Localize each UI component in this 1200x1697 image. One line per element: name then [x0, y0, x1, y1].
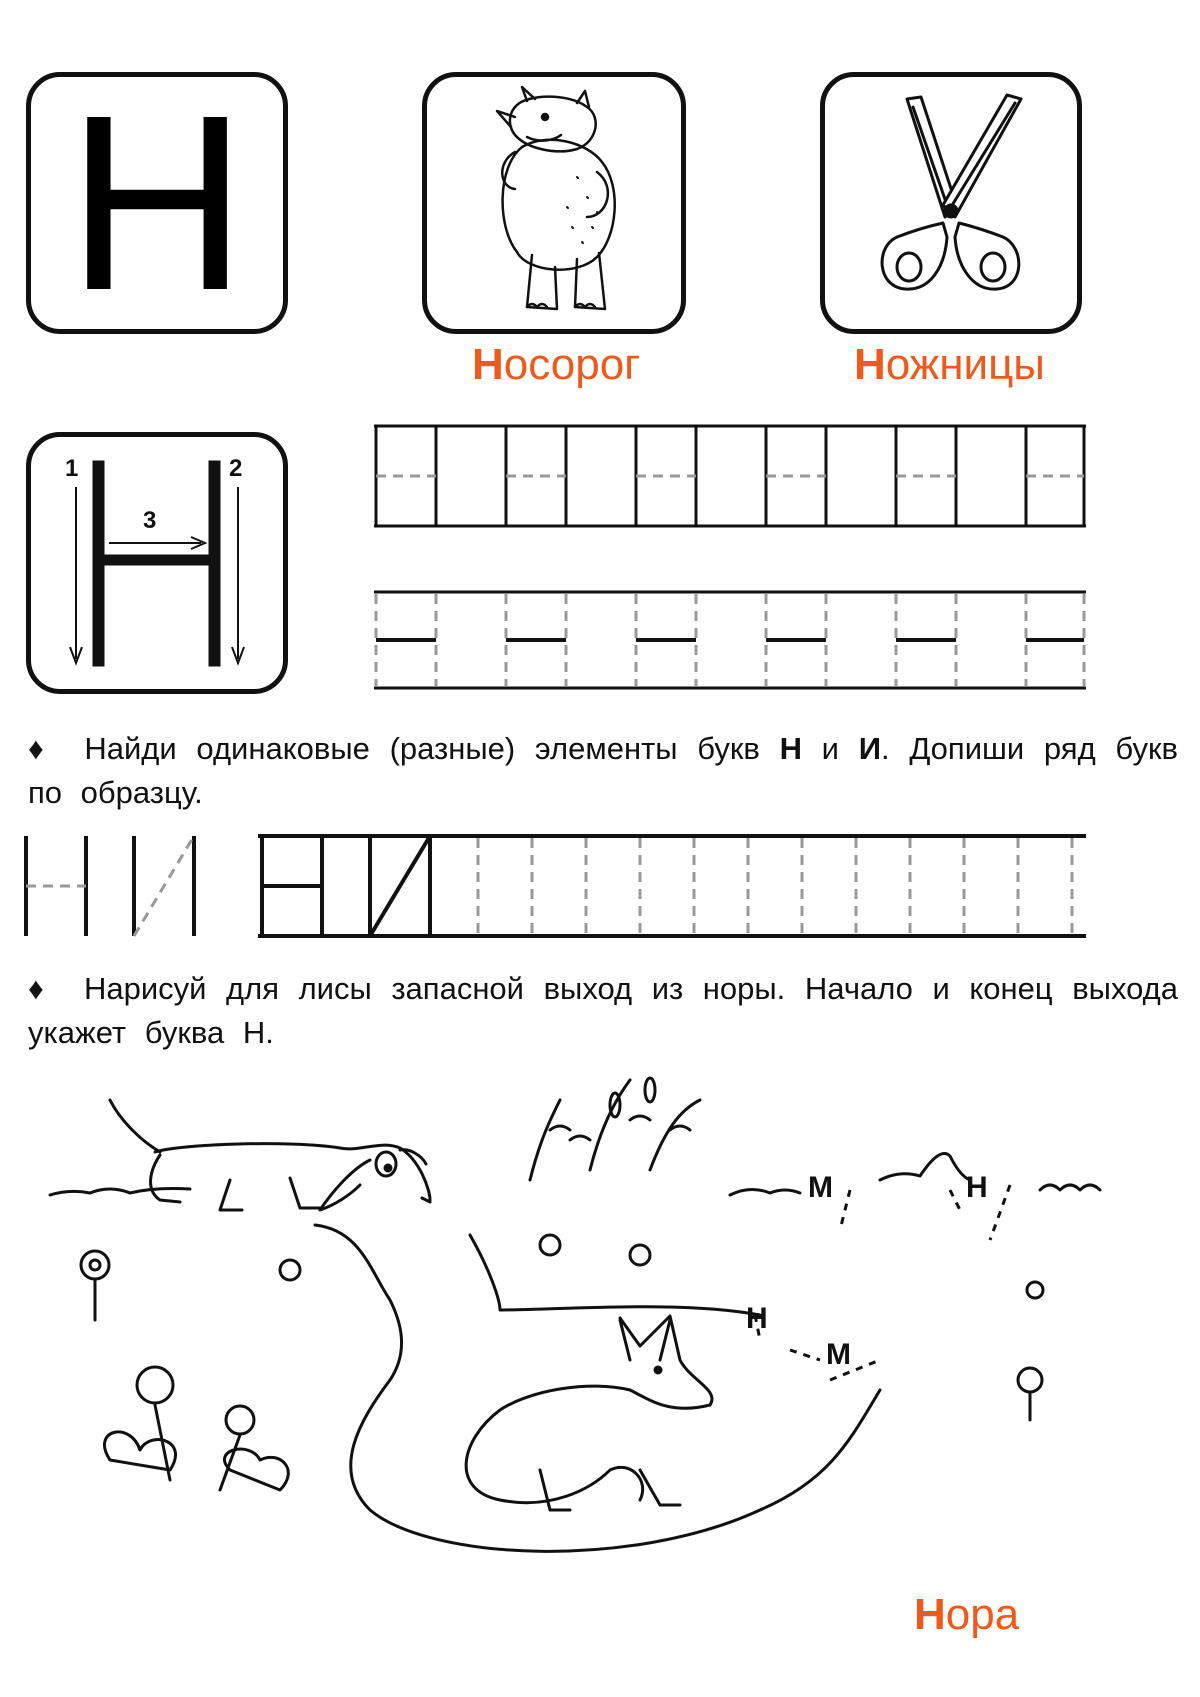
- word-nozhnitsy-rest: ожницы: [885, 340, 1045, 389]
- stroke-number-3: 3: [143, 507, 157, 534]
- task-2-text: [28, 967, 1178, 1055]
- word-nosorog-rest: осорог: [503, 340, 641, 389]
- burrow-illustration: [30, 1060, 1150, 1660]
- rhinoceros-card: [422, 72, 686, 334]
- letter-elements-sample: [20, 834, 220, 938]
- word-nosorog: [472, 340, 640, 390]
- bullet-icon: ♦: [28, 731, 45, 766]
- scissors-illustration: [825, 77, 1077, 329]
- writing-grid-dashed: [374, 590, 1086, 690]
- maze-label-n-top: Н: [966, 1171, 988, 1204]
- task-1-middle: и: [801, 731, 859, 766]
- word-nora: [914, 1590, 1019, 1640]
- writing-grid-blocks: [374, 424, 1086, 528]
- word-nozhnitsy: [854, 340, 1045, 390]
- word-nora-initial: Н: [914, 1590, 946, 1639]
- word-nora-rest: ора: [945, 1590, 1020, 1639]
- letter-glyph: Н: [66, 63, 248, 342]
- writing-grid-letters: [258, 834, 1086, 938]
- stroke-order-card: [26, 432, 288, 694]
- dog-illustration: [110, 1100, 430, 1210]
- task-1-text: [28, 727, 1178, 815]
- maze-label-n-burrow: Н: [746, 1302, 768, 1335]
- bullet-icon: ♦: [28, 971, 45, 1006]
- task-1-letter-b: И: [858, 731, 881, 766]
- task-2-body: Нарисуй для лисы запасной выход из норы. Начало и конец выхода укажет буква Н.: [28, 971, 1178, 1050]
- task-1-before: Найди одинаковые (разные) элементы букв: [84, 731, 780, 766]
- letter-card: [26, 63, 288, 342]
- rhinoceros-illustration: [427, 77, 681, 329]
- maze-label-m-top: М: [808, 1171, 833, 1204]
- scissors-card: [820, 72, 1082, 334]
- maze-label-m-burrow: М: [826, 1338, 851, 1371]
- word-nosorog-initial: Н: [472, 340, 504, 389]
- stroke-number-2: 2: [229, 455, 243, 482]
- stroke-number-1: 1: [65, 455, 79, 482]
- word-nozhnitsy-initial: Н: [854, 340, 886, 389]
- task-1-letter-a: Н: [779, 731, 802, 766]
- fox-illustration: [466, 1316, 712, 1510]
- task-1-after: . Допиши ряд букв по образцу.: [28, 731, 1178, 810]
